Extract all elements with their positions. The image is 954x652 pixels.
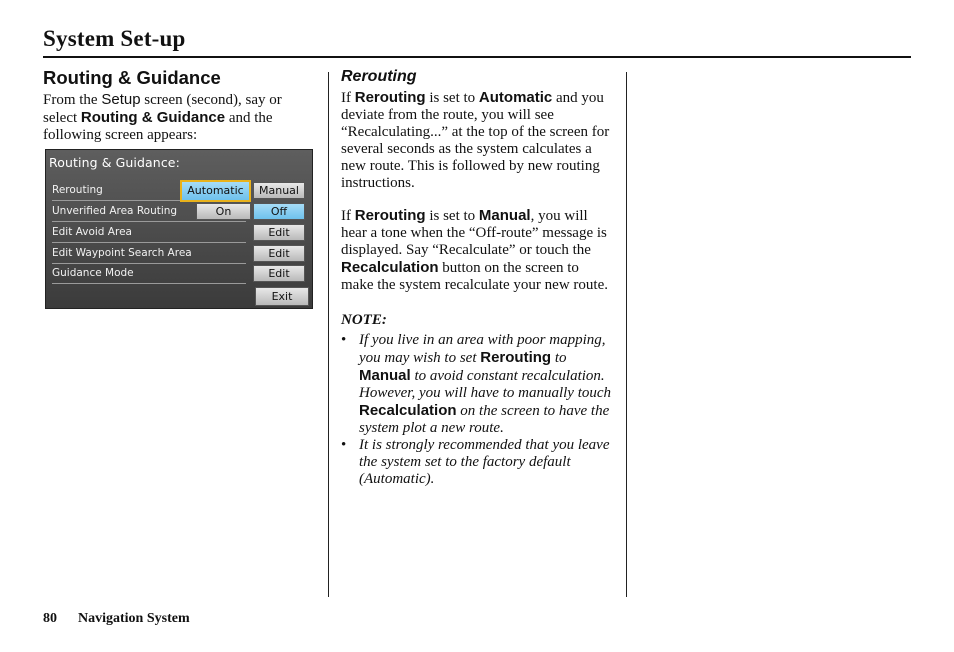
- left-column: [43, 67, 318, 144]
- edit-avoid-area-button[interactable]: Edit: [253, 224, 305, 241]
- text: to avoid constant recalculation. However, you will have to manually touch: [359, 368, 612, 401]
- note-item: [341, 332, 613, 437]
- note-list: [341, 332, 613, 488]
- note-label: NOTE:: [341, 312, 387, 328]
- row-label: Guidance Mode: [52, 267, 134, 279]
- intro-part: screen (second), say or select: [43, 92, 282, 126]
- row-guidance-mode: [52, 264, 246, 284]
- title-rule: [43, 56, 911, 58]
- paragraph-automatic: [341, 89, 613, 192]
- rerouting-heading: Rerouting: [341, 68, 417, 85]
- text: , you will hear a tone when the “Off-route” message is displayed. Say “Recalculate” or touch the: [341, 208, 607, 258]
- text: If you live in an area with poor mapping, you may wish to set: [359, 332, 606, 366]
- keyword-rerouting: Rerouting: [354, 207, 426, 224]
- keyword-recalculation: Recalculation: [341, 259, 439, 276]
- text: It is strongly recommended that you leave the system set to the factory default (Automatic).: [359, 437, 610, 487]
- text: and you deviate from the route, you will see “Recalculating...” at the top of the screen for several seconds as the system calculates a new route. This is followed by new routing instructions.: [341, 90, 610, 191]
- keyword-recalculation: Recalculation: [359, 402, 457, 419]
- automatic-button[interactable]: Automatic: [180, 180, 251, 202]
- bullet: •: [341, 332, 347, 348]
- off-button[interactable]: Off: [253, 203, 305, 220]
- text: button on the screen to make the system recalculate your new route.: [341, 260, 608, 293]
- keyword-automatic: Automatic: [478, 89, 553, 106]
- row-label: Edit Waypoint Search Area: [52, 247, 192, 259]
- text: on the screen to have the system plot a new route.: [359, 403, 610, 436]
- row-label: Rerouting: [52, 184, 103, 196]
- keyword-manual: Manual: [478, 207, 531, 224]
- column-divider: [328, 72, 329, 597]
- keyword-setup: Setup: [101, 91, 141, 108]
- exit-button[interactable]: Exit: [255, 287, 309, 306]
- row-edit-avoid-area: [52, 223, 246, 243]
- note-item: [341, 437, 613, 488]
- edit-guidance-mode-button[interactable]: Edit: [253, 265, 305, 282]
- text: to: [551, 350, 567, 366]
- screen-title: Routing & Guidance:: [49, 155, 180, 170]
- text: is set to: [425, 90, 479, 106]
- row-edit-waypoint-search-area: [52, 244, 246, 264]
- page-title: System Set-up: [43, 26, 186, 51]
- on-button[interactable]: On: [196, 203, 251, 220]
- row-label: Edit Avoid Area: [52, 226, 132, 238]
- text: If: [341, 208, 355, 224]
- keyword-rerouting: Rerouting: [480, 349, 552, 366]
- bullet: •: [341, 437, 347, 453]
- routing-guidance-screen: [45, 149, 313, 309]
- keyword-manual: Manual: [359, 367, 411, 384]
- keyword-routing-guidance: Routing & Guidance: [80, 109, 226, 126]
- column-divider: [626, 72, 627, 597]
- intro-part: and the following screen appears:: [43, 110, 273, 143]
- text: is set to: [425, 208, 479, 224]
- intro-part: From the: [43, 92, 102, 108]
- keyword-rerouting: Rerouting: [354, 89, 426, 106]
- intro-text: [43, 91, 318, 144]
- section-heading: Routing & Guidance: [43, 67, 221, 88]
- row-label: Unverified Area Routing: [52, 205, 178, 217]
- middle-column: [341, 67, 613, 488]
- paragraph-manual: [341, 207, 613, 294]
- text: If: [341, 90, 355, 106]
- page-number: 80: [43, 611, 57, 626]
- edit-waypoint-button[interactable]: Edit: [253, 245, 305, 262]
- footer-label: Navigation System: [78, 611, 190, 626]
- manual-button[interactable]: Manual: [253, 182, 305, 199]
